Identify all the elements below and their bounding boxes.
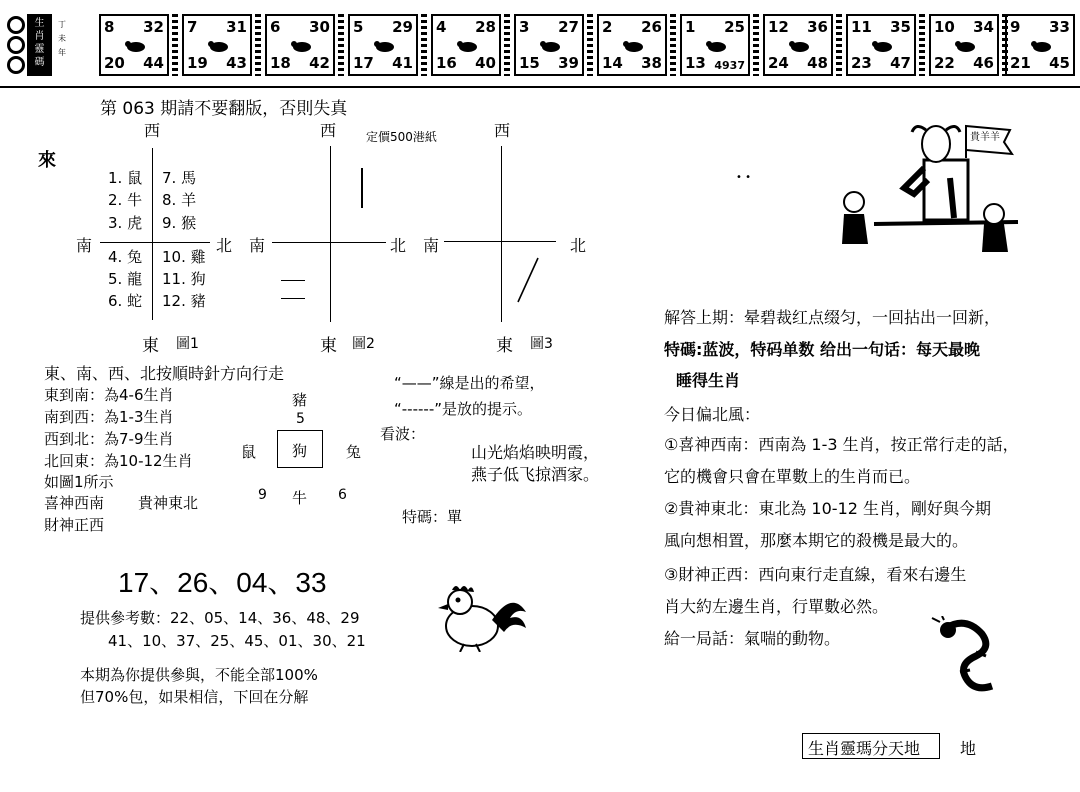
cross-left: 鼠 [241, 443, 257, 461]
zodiac-number: 19 [187, 54, 208, 72]
zodiac-number: 27 [558, 18, 579, 36]
box-separator [836, 14, 842, 76]
box-separator [338, 14, 344, 76]
ring-icon [7, 16, 25, 34]
zodiac-number: 42 [309, 54, 330, 72]
zodiac-animal-icon [289, 38, 315, 54]
footer-box-text: 生肖靈瑪分天地 [808, 739, 921, 758]
box-separator [670, 14, 676, 76]
fig2-solid-mark [361, 168, 363, 208]
poem-line: 燕子低飞掠酒家。 [471, 465, 600, 484]
zodiac-number: 7 [187, 18, 198, 36]
explain-line: 給一局話：氣喘的動物。 [664, 629, 841, 648]
fig2-south: 南 [249, 236, 266, 255]
zodiac-number-box [929, 14, 999, 76]
zodiac-number-box [431, 14, 501, 76]
zodiac-number: 41 [392, 54, 413, 72]
fig2-west: 西 [320, 121, 337, 140]
zodiac-animal-icon [206, 38, 232, 54]
rule-line: 如圖1所示 [44, 473, 114, 491]
rule-line: 喜神西南 [44, 494, 105, 512]
cross-center: 狗 [292, 442, 308, 460]
box-separator [255, 14, 261, 76]
flag-label: 貴羊羊 [970, 132, 1000, 143]
zodiac-number-box [597, 14, 667, 76]
note-line-2: 但70%包，如果相信，下回在分解 [80, 688, 309, 706]
cross-bottom: 牛 [292, 489, 308, 507]
fig3-north: 北 [570, 236, 587, 255]
ref-numbers-1: 提供參考數：22、05、14、36、48、29 [80, 609, 360, 627]
rule-line: 東、南、西、北按順時針方向行走 [44, 364, 285, 383]
zodiac-number-box [265, 14, 335, 76]
fig2-north: 北 [390, 236, 407, 255]
zodiac-animal-icon [372, 38, 398, 54]
zodiac-animal-icon [870, 38, 896, 54]
zodiac-number: 39 [558, 54, 579, 72]
zodiac-number: 44 [143, 54, 164, 72]
zodiac-number: 46 [973, 54, 994, 72]
fig3-axis [444, 241, 556, 242]
answer-line: 解答上期：晕碧裁红点缀匀，一回拈出一回新， [664, 308, 1001, 327]
zodiac-number: 29 [392, 18, 413, 36]
box-separator [421, 14, 427, 76]
zodiac-number-box [99, 14, 169, 76]
answer-line: 睡得生肖 [676, 371, 741, 390]
zodiac-number: 2 [602, 18, 613, 36]
zodiac-number: 6 [270, 18, 281, 36]
zodiac-number: 13 [685, 54, 706, 72]
zodiac-animal-icon [123, 38, 149, 54]
zodiac-number: 38 [641, 54, 662, 72]
fig1-axis [100, 242, 210, 243]
zodiac-number: 22 [934, 54, 955, 72]
zodiac-number: 31 [226, 18, 247, 36]
zodiac-number: 33 [1049, 18, 1070, 36]
explain-line: 肖大約左邊生肖，行單數必然。 [664, 597, 889, 616]
zodiac-list-item: 3. 虎 [108, 214, 143, 232]
fig3-south: 南 [423, 236, 440, 255]
dots-decoration: • • [736, 172, 751, 183]
zodiac-number-box [763, 14, 833, 76]
zodiac-list-item: 1. 鼠 [108, 169, 143, 187]
ref-numbers-2: 41、10、37、25、45、01、30、21 [108, 632, 366, 650]
year-label: 丁 未 年 [58, 20, 66, 57]
zodiac-number: 35 [890, 18, 911, 36]
zodiac-number: 5 [353, 18, 364, 36]
zodiac-number: 45 [1049, 54, 1070, 72]
cross-top: 豬 [292, 391, 308, 409]
explain-line: ①喜神西南：西南為 1-3 生肖，按正常行走的話， [664, 435, 1019, 454]
footer-di: 地 [960, 739, 977, 758]
explain-line: ③財神正西：西向東行走直線，看來右邊生 [664, 565, 967, 584]
zodiac-number: 14 [602, 54, 623, 72]
box-separator [504, 14, 510, 76]
rule-line: 南到西：為1-3生肖 [44, 408, 174, 426]
tema-text: 特碼：單 [402, 508, 463, 526]
zodiac-number: 40 [475, 54, 496, 72]
zodiac-number: 47 [890, 54, 911, 72]
rule-line: 北回東：為10-12生肖 [44, 452, 193, 470]
fig3-axis [501, 146, 502, 322]
zodiac-number: 12 [768, 18, 789, 36]
ring-icon [7, 36, 25, 54]
legend-dashed: “------”是放的提示。 [394, 400, 533, 418]
notice-text: 第 063 期請不要翻版，否則失真 [100, 99, 348, 119]
zodiac-number: 18 [270, 54, 291, 72]
zodiac-list-item: 8. 羊 [162, 191, 197, 209]
fig3-diagonal-mark [512, 256, 542, 306]
zodiac-number-box [348, 14, 418, 76]
zodiac-number: 21 [1010, 54, 1031, 72]
zodiac-number: 11 [851, 18, 872, 36]
zodiac-number: 24 [768, 54, 789, 72]
zodiac-list-item: 2. 牛 [108, 191, 143, 209]
zodiac-number: 4937 [714, 59, 745, 72]
poem-line: 山光焰焰映明霞， [471, 443, 600, 462]
zodiac-list-item: 4. 兔 [108, 248, 143, 266]
fig2-axis [272, 242, 386, 243]
zodiac-number: 34 [973, 18, 994, 36]
explain-line: 風向想相置，那麼本期它的殺機是最大的。 [664, 531, 969, 550]
zodiac-number: 4 [436, 18, 447, 36]
zodiac-list-item: 12. 豬 [162, 292, 206, 310]
note-line-1: 本期為你提供參與，不能全部100% [80, 666, 318, 684]
zodiac-list-item: 5. 龍 [108, 270, 143, 288]
zodiac-number: 10 [934, 18, 955, 36]
goat-king-icon [838, 118, 1038, 258]
zodiac-list-item: 6. 蛇 [108, 292, 143, 310]
fig3-caption: 圖3 [530, 336, 553, 352]
today-wind: 今日偏北風： [664, 405, 761, 424]
dragon-icon [926, 616, 1006, 696]
zodiac-number: 48 [807, 54, 828, 72]
zodiac-number-box [514, 14, 584, 76]
fig3-east: 東 [496, 336, 513, 356]
cross-bottom-left: 9 [258, 487, 267, 503]
ring-icon [7, 56, 25, 74]
zodiac-number: 32 [143, 18, 164, 36]
zodiac-number-box [846, 14, 916, 76]
answer-line: 特碼:蓝波，特码单数 给出一句话：每天最晚 [664, 340, 980, 359]
fig2-solid-mark [281, 298, 305, 299]
rooster-icon [432, 580, 532, 652]
kanbo-label: 看波： [380, 425, 426, 443]
fig1-caption: 圖1 [176, 336, 199, 352]
zodiac-list-item: 9. 猴 [162, 214, 197, 232]
zodiac-number: 8 [104, 18, 115, 36]
big-numbers: 17、26、04、33 [118, 567, 327, 598]
cross-right: 兔 [346, 443, 362, 461]
explain-line: 它的機會只會在單數上的生肖而已。 [664, 467, 921, 486]
fig2-axis [330, 146, 331, 322]
rule-line: 財神正西 [44, 516, 105, 534]
zodiac-number: 43 [226, 54, 247, 72]
fig3-west: 西 [494, 121, 511, 140]
zodiac-number: 9 [1010, 18, 1021, 36]
zodiac-animal-icon [953, 38, 979, 54]
cross-top-num: 5 [296, 411, 305, 427]
explain-line: ②貴神東北：東北為 10-12 生肖，剛好與今期 [664, 499, 992, 518]
box-separator [587, 14, 593, 76]
box-separator [919, 14, 925, 76]
fig1-south: 南 [76, 236, 93, 255]
fig1-east: 東 [142, 336, 159, 356]
lai-char: 來 [38, 150, 56, 171]
cross-bottom-right: 6 [338, 487, 347, 503]
fig2-east: 東 [320, 336, 337, 356]
zodiac-number-box [182, 14, 252, 76]
zodiac-list-item: 7. 馬 [162, 169, 197, 187]
zodiac-number: 36 [807, 18, 828, 36]
fig2-solid-mark [281, 280, 305, 281]
guishen-text: 貴神東北 [138, 494, 199, 512]
header-strip [0, 0, 1080, 86]
zodiac-number: 26 [641, 18, 662, 36]
zodiac-number: 20 [104, 54, 125, 72]
box-separator [172, 14, 178, 76]
zodiac-list-item: 10. 雞 [162, 248, 206, 266]
zodiac-number: 25 [724, 18, 745, 36]
rule-line: 西到北：為7-9生肖 [44, 430, 174, 448]
rule-line: 東到南：為4-6生肖 [44, 386, 174, 404]
zodiac-number: 30 [309, 18, 330, 36]
zodiac-animal-icon [621, 38, 647, 54]
zodiac-animal-icon [704, 38, 730, 54]
fig2-caption: 圖2 [352, 336, 375, 352]
zodiac-number: 17 [353, 54, 374, 72]
zodiac-animal-icon [1029, 38, 1055, 54]
zodiac-number: 28 [475, 18, 496, 36]
price-text: 定價500港紙 [366, 130, 437, 144]
zodiac-animal-icon [787, 38, 813, 54]
zodiac-animal-icon [538, 38, 564, 54]
fig1-north: 北 [216, 236, 233, 255]
fig1-west: 西 [144, 121, 161, 140]
zodiac-number: 23 [851, 54, 872, 72]
brand-box: 生 肖 靈 碼 [27, 14, 52, 76]
fig1-axis [152, 148, 153, 320]
header-divider [0, 86, 1080, 88]
legend-solid: “——”線是出的希望， [394, 374, 545, 392]
zodiac-number: 3 [519, 18, 530, 36]
zodiac-number: 1 [685, 18, 696, 36]
zodiac-animal-icon [455, 38, 481, 54]
zodiac-number: 16 [436, 54, 457, 72]
zodiac-number-box [1005, 14, 1075, 76]
zodiac-number-box [680, 14, 750, 76]
box-separator [753, 14, 759, 76]
zodiac-number: 15 [519, 54, 540, 72]
zodiac-list-item: 11. 狗 [162, 270, 206, 288]
